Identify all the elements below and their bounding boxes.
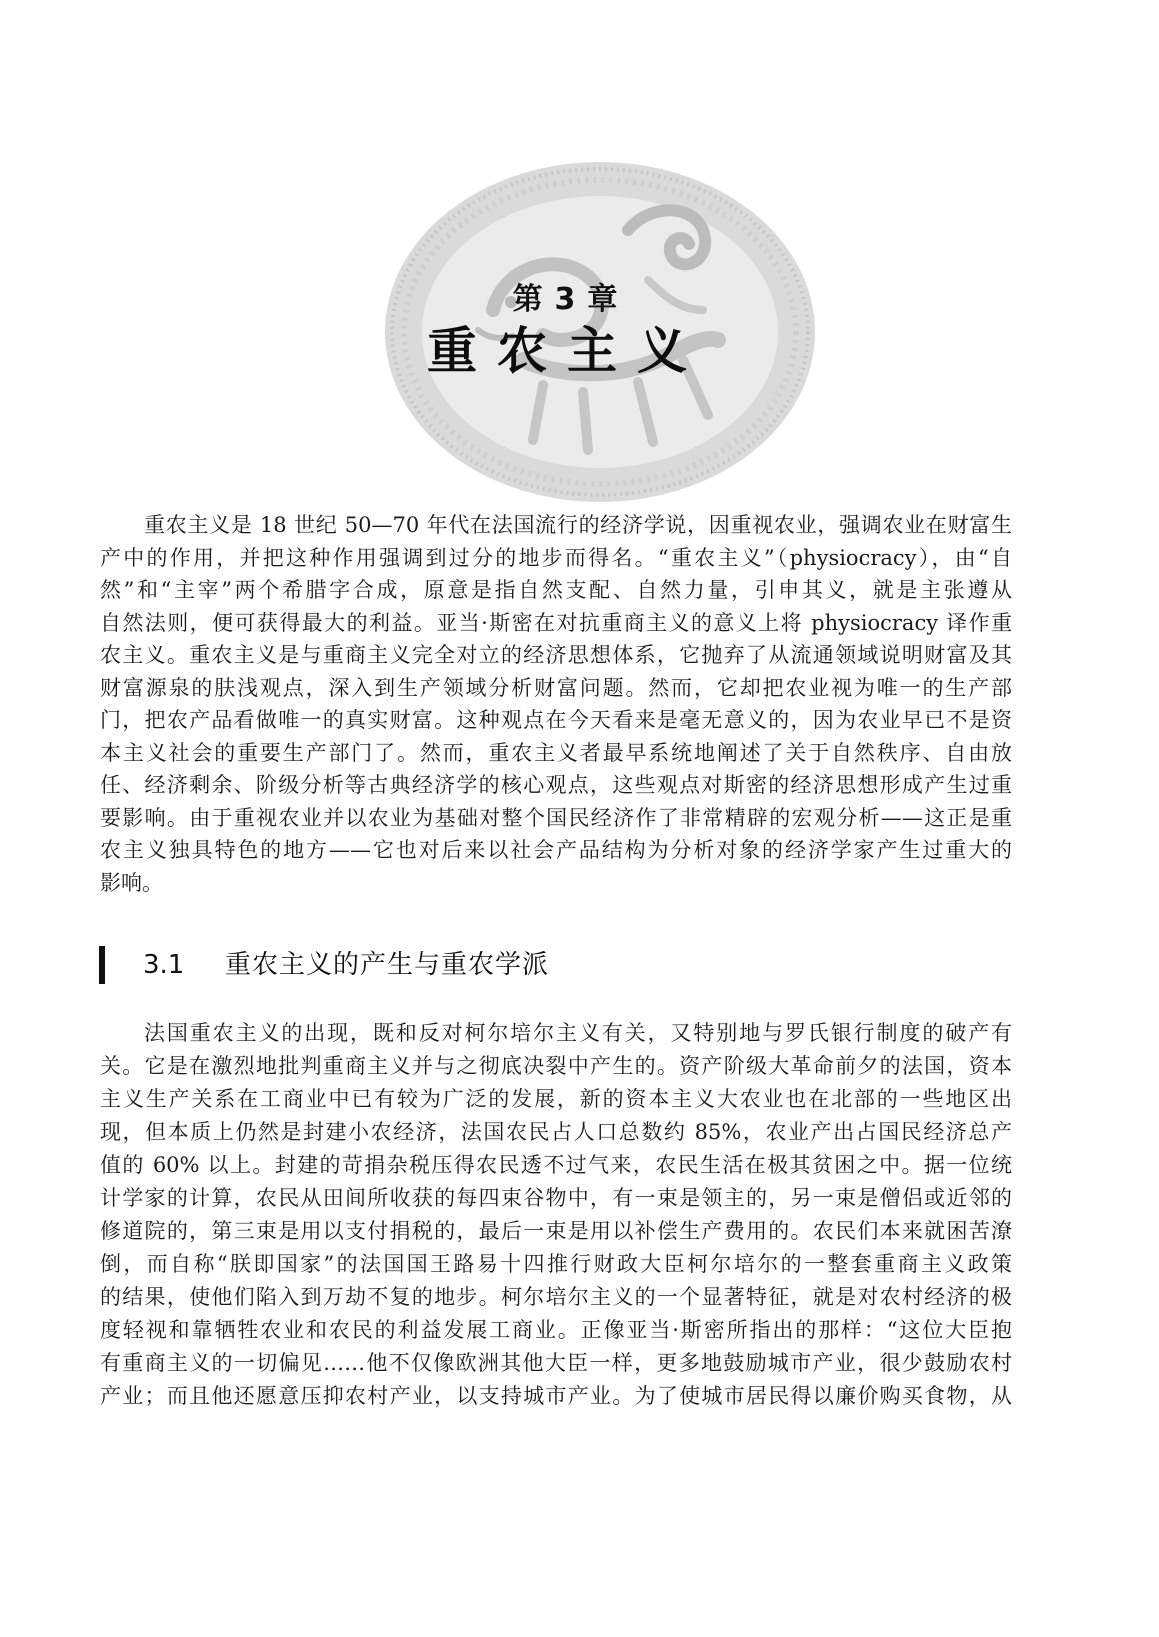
text-line: 关。它是在激烈地批判重商主义并与之彻底决裂中产生的。资产阶级大革命前夕的法国，资本 — [100, 1054, 1012, 1078]
text-line: 倒，而自称“朕即国家”的法国国王路易十四推行财政大臣柯尔培尔的一整套重商主义政策 — [100, 1252, 1012, 1276]
text-line: 要影响。由于重视农业并以农业为基础对整个国民经济作了非常精辟的宏观分析——这正是重 — [100, 805, 1012, 830]
text-line: 然”和“主宰”两个希腊字合成，原意是指自然支配、自然力量，引申其义，就是主张遵从 — [100, 578, 1012, 602]
intro-paragraph — [100, 509, 1012, 899]
body-paragraph — [100, 1017, 1012, 1413]
text-line: 重农主义是 18 世纪 50—70 年代在法国流行的经济学说，因重视农业，强调农业在财富生 — [144, 513, 1012, 537]
text-line: 修道院的，第三束是用以支付捐税的，最后一束是用以补偿生产费用的。农民们本来就困苦潦 — [100, 1219, 1012, 1243]
text-line: 自然法则，便可获得最大的利益。亚当·斯密在对抗重商主义的意义上将 physiocracy 译作重 — [100, 610, 1012, 635]
text-line: 度轻视和靠牺牲农业和农民的利益发展工商业。正像亚当·斯密所指出的那样：“这位大臣抱 — [100, 1318, 1012, 1342]
section-marker-bar — [99, 946, 105, 984]
text-line: 有重商主义的一切偏见……他不仅像欧洲其他大臣一样，更多地鼓励城市产业，很少鼓励农村 — [100, 1351, 1012, 1375]
text-line: 任、经济剩余、阶级分析等古典经济学的核心观点，这些观点对斯密的经济思想形成产生过重 — [100, 773, 1012, 797]
section-title: 重农主义的产生与重农学派 — [225, 950, 550, 980]
text-line: 法国重农主义的出现，既和反对柯尔培尔主义有关，又特别地与罗氏银行制度的破产有 — [144, 1021, 1012, 1045]
chapter-number: 第3章 — [512, 282, 630, 317]
section-number: 3.1 — [143, 950, 185, 980]
text-line: 影响。 — [100, 870, 163, 895]
text-line: 值的 60% 以上。封建的苛捐杂税压得农民透不过气来，农民生活在极其贫困之中。据一位统 — [100, 1153, 1012, 1177]
text-line: 本主义社会的重要生产部门了。然而，重农主义者最早系统地阐述了关于自然秩序、自由放 — [100, 740, 1012, 765]
text-line: 产业；而且他还愿意压抑农村产业，以支持城市产业。为了使城市居民得以廉价购买食物，从 — [100, 1384, 1012, 1408]
text-line: 主义生产关系在工商业中已有较为广泛的发展，新的资本主义大农业也在北部的一些地区出 — [100, 1087, 1012, 1111]
chapter-title: 重农主义 — [427, 321, 707, 380]
text-line: 门，把农产品看做唯一的真实财富。这种观点在今天看来是毫无意义的，因为农业早已不是资 — [100, 708, 1012, 732]
text-line: 的结果，使他们陷入到万劫不复的地步。柯尔培尔主义的一个显著特征，就是对农村经济的极 — [100, 1285, 1012, 1309]
text-line: 农主义独具特色的地方——它也对后来以社会产品结构为分析对象的经济学家产生过重大的 — [100, 838, 1012, 862]
text-line: 现，但本质上仍然是封建小农经济，法国农民占人口总数约 85%，农业产出占国民经济总产 — [100, 1120, 1012, 1144]
text-line: 计学家的计算，农民从田间所收获的每四束谷物中，有一束是领主的，另一束是僧侣或近邻的 — [100, 1186, 1012, 1210]
text-line: 产中的作用，并把这种作用强调到过分的地步而得名。“重农主义”（physiocracy），由“自 — [100, 545, 1012, 570]
text-line: 财富源泉的肤浅观点，深入到生产领域分析财富问题。然而，它却把农业视为唯一的生产部 — [100, 675, 1012, 700]
text-line: 农主义。重农主义是与重商主义完全对立的经济思想体系，它抛弃了从流通领域说明财富及其 — [100, 643, 1012, 667]
